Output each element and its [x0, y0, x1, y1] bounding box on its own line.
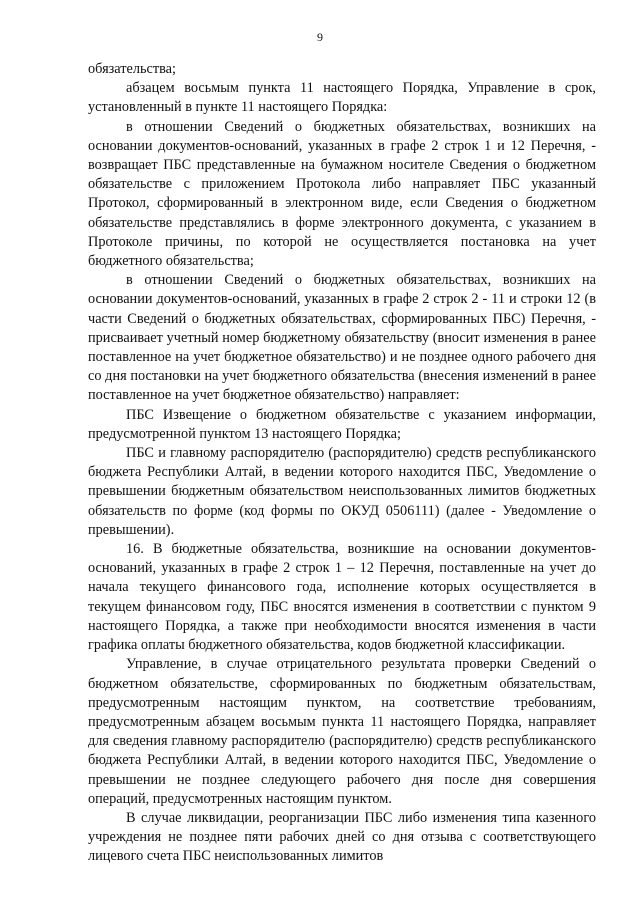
paragraph: 16. В бюджетные обязательства, возникшие на основании документов-оснований, указанных в графе 2 строк 1 – 12 Перечня, поставленные на учет до начала текущего финансового года, исполнение которых осуществляется в текущем финансовом году, ПБС вносятся изменения в соответствии с пунктом 9 настоящего Порядка, а также при необходимости вносятся изменения в части графика оплаты бюджетного обязательства, кодов бюджетной классификации.	[88, 541, 596, 654]
paragraph: абзацем восьмым пункта 11 настоящего Порядка, Управление в срок, установленный в пункте 11 настоящего Порядка:	[88, 80, 596, 116]
paragraph: обязательства;	[88, 61, 176, 77]
page-number: 9	[317, 30, 323, 44]
paragraph: в отношении Сведений о бюджетных обязательствах, возникших на основании документов-оснований, указанных в графе 2 строк 1 и 12 Перечня, - возвращает ПБС представленные на бумажном носителе Сведения о бюджетном обязательстве с приложением Протокола либо направляет ПБС указанный Протокол, сформированный в электронном виде, если Сведения о бюджетном обязательстве представлялись в форме электронного документа, с указанием в Протоколе причины, по которой не осуществляется постановка на учет бюджетного обязательства;	[88, 118, 596, 270]
paragraph: в отношении Сведений о бюджетных обязательствах, возникших на основании документов-оснований, указанных в графе 2 строк 2 - 11 и строки 12 (в части Сведений о бюджетных обязательствах, сформированных ПБС) Перечня, - присваивает учетный номер бюджетному обязательству (вносит изменения в ранее поставленное на учет бюджетное обязательство) и не позднее одного рабочего дня со дня постановки на учет бюджетного обязательства (внесения изменений в ранее поставленное на учет бюджетное обязательство) направляет:	[88, 272, 596, 404]
document-body	[88, 60, 596, 867]
paragraph: В случае ликвидации, реорганизации ПБС либо изменения типа казенного учреждения не позднее пяти рабочих дней со дня отзыва с соответствующего лицевого счета ПБС неиспользованных лимитов	[88, 809, 596, 865]
paragraph: ПБС Извещение о бюджетном обязательстве с указанием информации, предусмотренной пунктом 13 настоящего Порядка;	[88, 406, 596, 442]
paragraph: ПБС и главному распорядителю (распорядителю) средств республиканского бюджета Республики Алтай, в ведении которого находится ПБС, Уведомление о превышении бюджетным обязательством неиспользованных лимитов бюджетных обязательств по форме (код формы по ОКУД 0506111) (далее - Уведомление о превышении).	[88, 445, 596, 538]
paragraph: Управление, в случае отрицательного результата проверки Сведений о бюджетном обязательстве, сформированных по бюджетным обязательствам, предусмотренным настоящим пунктом, на соответствие требованиям, предусмотренным абзацем восьмым пункта 11 настоящего Порядка, направляет для сведения главному распорядителю (распорядителю) средств республиканского бюджета Республики Алтай, в ведении которого находится ПБС, Уведомление о превышении не позднее следующего рабочего дня после дня совершения операций, предусмотренных настоящим пунктом.	[88, 656, 596, 807]
